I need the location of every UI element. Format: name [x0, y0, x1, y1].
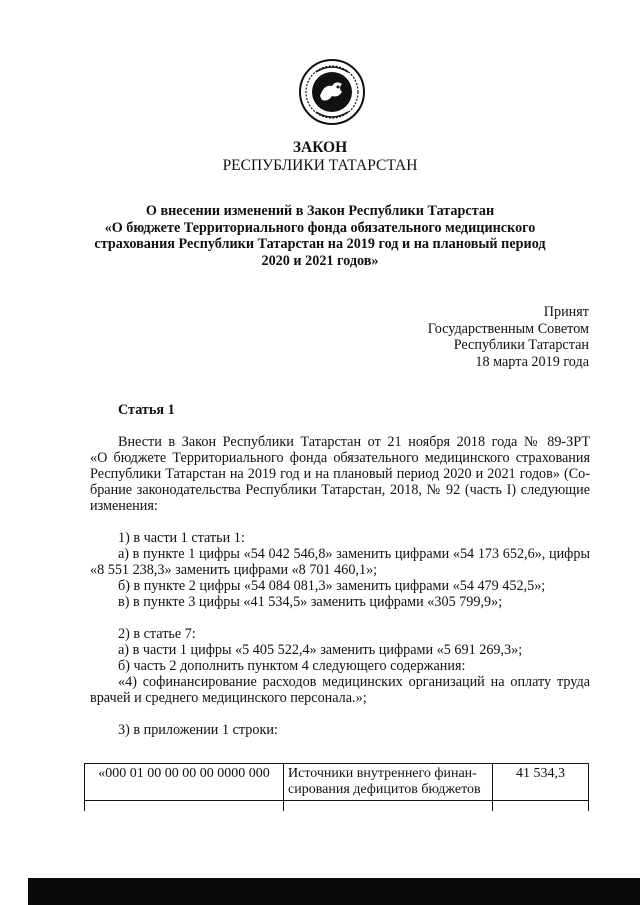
- scan-edge-bar: [28, 878, 640, 905]
- intro-line: Республики Татарстан на 2019 год и на плановый период 2020 и 2021 годов» (Со-: [90, 466, 590, 482]
- budget-table: [84, 763, 589, 811]
- item-2a: а) в части 1 цифры «5 405 522,4» заменить цифрами «5 691 269,3»;: [118, 642, 523, 658]
- item-1a-cont: «8 551 238,3» заменить цифрами «8 701 460,1»;: [90, 562, 378, 578]
- law-title-line: О внесении изменений в Закон Республики Татарстан: [145, 203, 495, 219]
- item-1b: б) в пункте 2 цифры «54 084 081,3» заменить цифрами «54 479 452,5»;: [118, 578, 546, 594]
- adoption-block: [428, 304, 589, 370]
- law-title-line: 2020 и 2021 годов»: [261, 252, 379, 269]
- item-2b: б) часть 2 дополнить пунктом 4 следующего содержания:: [118, 658, 466, 674]
- adoption-line: Государственным Советом: [427, 320, 589, 337]
- item-3-heading: 3) в приложении 1 строки:: [118, 722, 278, 738]
- adoption-line: Республики Татарстан: [453, 337, 589, 353]
- item-2b-quote-cont: врачей и среднего медицинского персонала.»;: [90, 690, 367, 706]
- table-row: [85, 764, 589, 801]
- table-cell-name: [284, 764, 493, 801]
- table-row: [85, 801, 589, 812]
- doc-title: ЗАКОН: [292, 139, 348, 156]
- table-cell-name-line: сирования дефицитов бюджетов: [288, 782, 481, 797]
- table-cell-code: «000 01 00 00 00 00 0000 000: [85, 764, 284, 801]
- article-heading: Статья 1: [118, 402, 175, 418]
- item-1c: в) в пункте 3 цифры «41 534,5» заменить цифрами «305 799,9»;: [118, 594, 503, 610]
- adoption-line: 18 марта 2019 года: [475, 353, 589, 370]
- table-cell-empty: [493, 801, 589, 812]
- table-cell-empty: [85, 801, 284, 812]
- item-1a: а) в пункте 1 цифры «54 042 546,8» заменить цифрами «54 173 652,6», цифры: [118, 546, 590, 562]
- item-1-heading: 1) в части 1 статьи 1:: [118, 530, 245, 546]
- intro-line: «О бюджете Территориального фонда обязательного медицинского страхования: [90, 450, 590, 466]
- item-2-heading: 2) в статье 7:: [118, 626, 196, 642]
- adoption-line: Принят: [543, 304, 589, 320]
- law-title-line: «О бюджете Территориального фонда обязательного медицинского: [104, 219, 536, 236]
- table-cell-name-line: Источники внутреннего финан-: [288, 766, 477, 781]
- item-2b-quote: «4) софинансирование расходов медицинских организаций на оплату труда: [118, 674, 590, 690]
- intro-line: брание законодательства Республики Татарстан, 2018, № 92 (часть I) следующие: [90, 482, 590, 498]
- table-cell-empty: [284, 801, 493, 812]
- intro-line: Внести в Закон Республики Татарстан от 21 ноября 2018 года № 89-ЗРТ: [118, 434, 590, 450]
- intro-line: изменения:: [90, 498, 158, 514]
- law-title-line: страхования Республики Татарстан на 2019 год и на плановый период: [94, 236, 546, 252]
- coat-of-arms-icon: [298, 58, 366, 126]
- doc-subtitle: РЕСПУБЛИКИ ТАТАРСТАН: [222, 157, 418, 174]
- law-title: [0, 203, 640, 269]
- table-cell-value: 41 534,3: [493, 764, 589, 801]
